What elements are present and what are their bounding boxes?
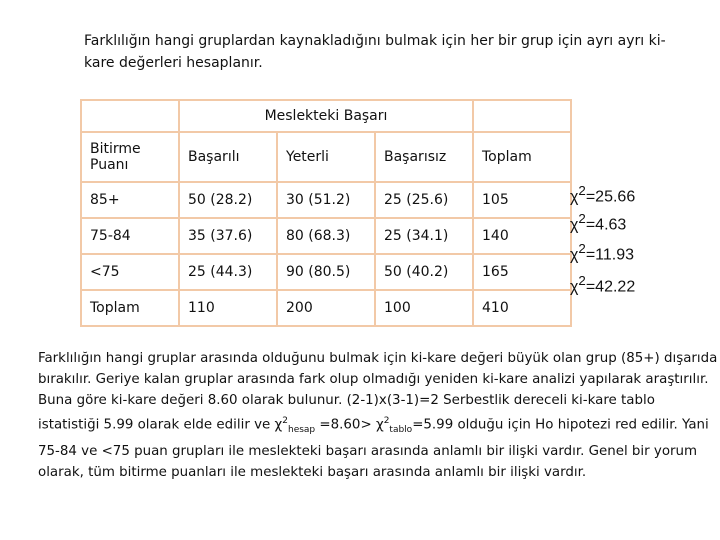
column-header: Bitirme Puanı (81, 132, 179, 182)
row-label: 85+ (81, 182, 179, 218)
column-header: Toplam (473, 132, 571, 182)
table-cell: 100 (375, 290, 473, 326)
chi-square-table (80, 99, 572, 327)
table-cell: 25 (25.6) (375, 182, 473, 218)
table-cell: 50 (40.2) (375, 254, 473, 290)
chi-square-value: $\chi^2=11.93$ (570, 241, 635, 264)
column-header-row (81, 132, 571, 182)
table-cell: 35 (37.6) (179, 218, 277, 254)
intro-text: Farklılığın hangi gruplardan kaynakladığını bulmak için her bir grup için ayrı ayrı ki-kare değerleri hesaplanır. (84, 33, 666, 71)
column-header: Başarısız (375, 132, 473, 182)
table-cell: 165 (473, 254, 571, 290)
table-cell: 30 (51.2) (277, 182, 375, 218)
column-header: Başarılı (179, 132, 277, 182)
row-label: 75-84 (81, 218, 179, 254)
chi-square-value: $\chi^2=25.66$ (570, 183, 636, 206)
table-cell: 140 (473, 218, 571, 254)
group-header: Meslekteki Başarı (179, 100, 473, 132)
table-cell: 105 (473, 182, 571, 218)
table-row (81, 254, 571, 290)
table-row (81, 218, 571, 254)
table-cell: 110 (179, 290, 277, 326)
table-cell: 200 (277, 290, 375, 326)
table-cell: 25 (34.1) (375, 218, 473, 254)
table-header-row (81, 100, 571, 132)
table-cell: 25 (44.3) (179, 254, 277, 290)
table-row (81, 182, 571, 218)
table-cell: 90 (80.5) (277, 254, 375, 290)
column-header: Yeterli (277, 132, 375, 182)
header-empty-cell (473, 100, 571, 132)
table-cell: 410 (473, 290, 571, 326)
header-empty-cell (81, 100, 179, 132)
chi-square-value: $\chi^2=4.63$ (570, 211, 627, 234)
table-row (81, 290, 571, 326)
row-label: Toplam (81, 290, 179, 326)
row-label: <75 (81, 254, 179, 290)
chi-square-value: $\chi^2=42.22$ (570, 273, 636, 296)
table-cell: 50 (28.2) (179, 182, 277, 218)
table-cell: 80 (68.3) (277, 218, 375, 254)
explanation-paragraph: Farklılığın hangi gruplar arasında olduğunu bulmak için ki-kare değeri büyük olan grup (85+) dışarıda bırakılır. Geriye kalan gruplar arasında fark olup olmadığı yeniden ki-kare analizi yapılarak araştırılır. Buna göre ki-kare değeri 8.60 olarak bulunur. (2-1)x(3-1)=2 Serbestlik dereceli ki-kare tablo istatistiği 5.99 olarak elde edilir ve $\chi^2_{hesap} =8.60> \chi^2_{tablo}=5.99$ olduğu için Ho hipotezi red edilir. Yani 75-84 ve <75 puan grupları ile meslekteki başarı arasında anlamlı bir ilişki vardır. Genel bir yorum olarak, tüm bitirme puanları ile meslekteki başarı arasında anlamlı bir ilişki vardır. (38, 351, 718, 481)
